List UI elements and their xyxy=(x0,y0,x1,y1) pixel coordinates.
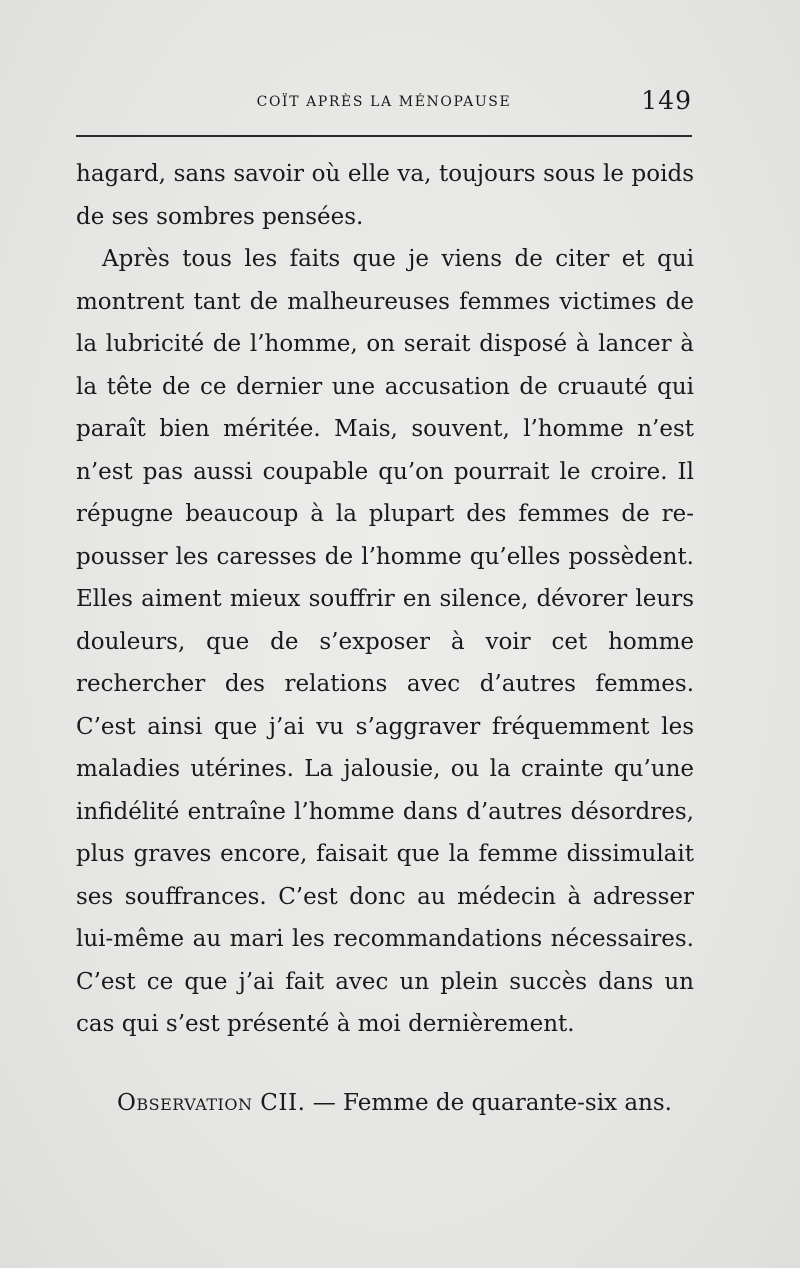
observation-text: — Femme de quarante-six ans. xyxy=(305,1090,672,1116)
body-text xyxy=(76,153,694,1046)
paragraph: Après tous les faits que je viens de citer et qui montrent tant de malheureuses femmes victimes de la lubricité de l’homme, on serait disposé à lancer à la tête de ce dernier une accusation de cruauté qui paraît bien méritée. Mais, souvent, l’homme n’est n’est pas aussi coupable qu’on pourrait le croire. Il répugne beaucoup à la plupart des femmes de repousser les caresses de l’homme qu’elles possèdent. Elles aiment mieux souffrir en silence, dévorer leurs douleurs, que de s’exposer à voir cet homme rechercher des relations avec d’autres femmes. C’est ainsi que j’ai vu s’aggraver fréquemment les maladies utérines. La jalousie, ou la crainte qu’une infidélité entraîne l’homme dans d’autres désordres, plus graves encore, faisait que la femme dissimulait ses souffrances. C’est donc au médecin à adresser lui-même au mari les recommandations nécessaires. C’est ce que j’ai fait avec un plein succès dans un cas qui s’est présenté à moi dernièrement. xyxy=(76,246,694,1037)
observation-heading xyxy=(117,1082,717,1124)
header-rule xyxy=(76,135,692,137)
running-title: COÏT APRÈS LA MÉNOPAUSE xyxy=(256,94,512,110)
page-number: 149 xyxy=(641,86,692,115)
observation-label: Observation CII. xyxy=(117,1090,306,1116)
paragraph-continuation: hagard, sans savoir où elle va, toujours sous le poids de ses sombres pensées. xyxy=(76,161,694,230)
running-head xyxy=(76,86,692,120)
